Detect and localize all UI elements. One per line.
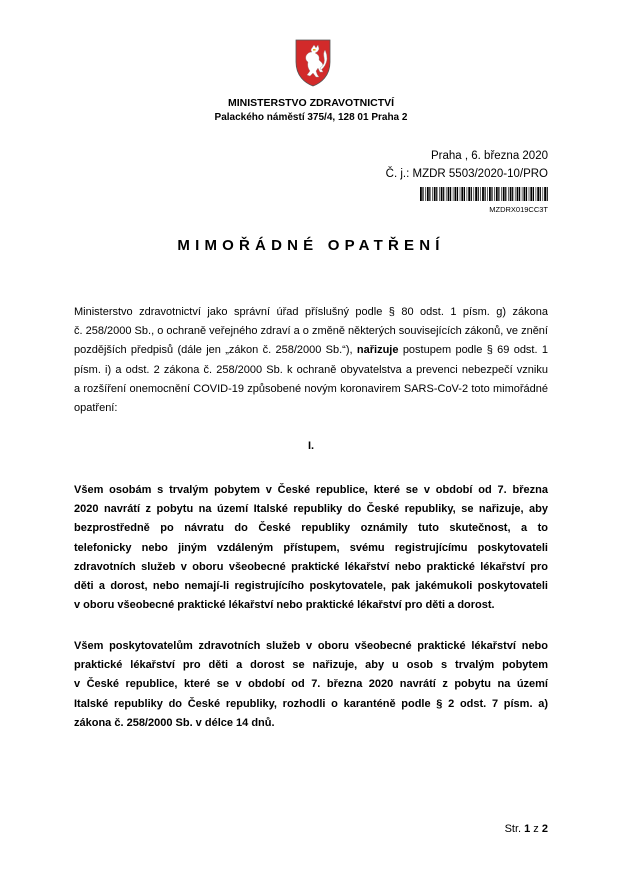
barcode-label: MZDRX019CC3T (489, 205, 548, 214)
section-number: I. (307, 440, 315, 452)
intro-line: Ministerstvo zdravotnictví jako správní úřad příslušný podle § 80 odst. 1 písm. g) zákona (74, 306, 548, 318)
reference-number: Č. j.: MZDR 5503/2020-10/PRO (385, 168, 548, 180)
czech-lion-emblem-icon (293, 38, 333, 88)
paragraph-line: děti a dorost, nebo nemají-li registrujícího poskytovatele, pak jakémukoli poskytovateli (74, 579, 548, 592)
paragraph-line: praktické lékařství pro děti a dorost se nařizuje, aby u osob s trvalým pobytem (74, 659, 548, 672)
paragraph-2 (74, 637, 548, 733)
paragraph-1 (74, 481, 548, 615)
intro-line: opatření: (74, 401, 118, 414)
ministry-address: Palackého náměstí 375/4, 128 01 Praha 2 (214, 112, 408, 123)
paragraph-line: telefonicky nebo jiným vzdáleným přístupem, svému registrujícímu poskytovateli (74, 541, 548, 554)
intro-line (74, 341, 548, 360)
page-separator: z (530, 823, 542, 835)
intro-line: a rozšíření onemocnění COVID-19 způsobené novým koronavirem SARS-CoV-2 toto mimořádné (74, 382, 548, 395)
document-title: MIMOŘÁDNÉ OPATŘENÍ (177, 237, 445, 254)
page-current: 1 (524, 823, 531, 835)
intro-line: písm. i) a odst. 2 zákona č. 258/2000 Sb. k ochraně obyvatelstva a prevenci nebezpečí vzniku (74, 363, 548, 376)
intro-text: pozdějších předpisů (dále jen „zákon č. 258/2000 Sb.“), (74, 344, 357, 357)
paragraph-line: 2020 navrátí z pobytu na území Italské republiky do České republiky, se nařizuje, aby (74, 503, 548, 516)
paragraph-line: Italské republiky do České republiky, rozhodli o karanténě podle § 2 odst. 7 písm. a) (74, 697, 548, 710)
ministry-name: MINISTERSTVO ZDRAVOTNICTVÍ (227, 97, 395, 109)
page-total: 2 (541, 823, 548, 835)
page-number (505, 823, 548, 835)
paragraph-line: v České republice, které se v období od 7. března 2020 navrátí z pobytu na území (74, 678, 548, 691)
paragraph-line: Všem poskytovatelům zdravotních služeb v oboru všeobecné praktické lékařství nebo (74, 640, 548, 652)
paragraph-line: v oboru všeobecné praktické lékařství nebo praktické lékařství pro děti a dorost. (74, 599, 495, 612)
page-prefix: Str. (504, 823, 525, 835)
intro-text: postupem podle § 69 odst. 1 (398, 344, 548, 357)
barcode (420, 187, 548, 201)
paragraph-line: zákona č. 258/2000 Sb. v délce 14 dnů. (74, 716, 275, 729)
intro-emphasis: nařizuje (356, 344, 399, 357)
document-date: Praha , 6. března 2020 (431, 150, 548, 162)
intro-paragraph (74, 303, 548, 418)
paragraph-line: zdravotních služeb v oboru všeobecné praktické lékařství nebo praktické lékařství pro (74, 560, 548, 573)
paragraph-line: bezprostředně po návratu do České republiky oznámily tuto skutečnost, a to (74, 522, 548, 535)
intro-line: č. 258/2000 Sb., o ochraně veřejného zdraví a o změně některých souvisejících zákonů, ve znění (74, 325, 548, 338)
paragraph-line: Všem osobám s trvalým pobytem v České republice, které se v období od 7. března (74, 484, 548, 496)
